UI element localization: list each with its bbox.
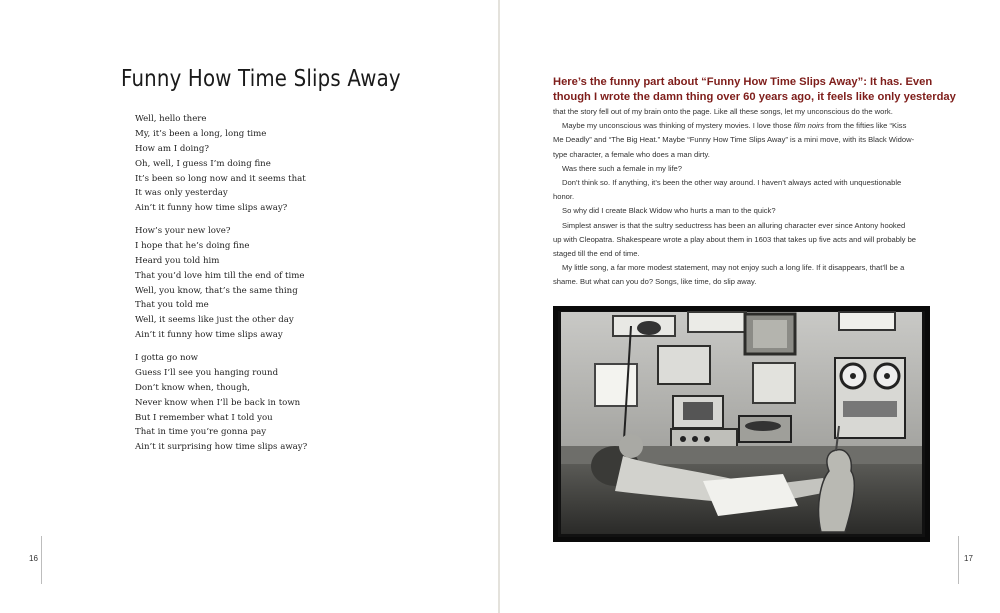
- certificate-frame-icon: [658, 346, 710, 384]
- lyric-line: Well, you know, that’s the same thing: [135, 285, 298, 296]
- lyric-line: Oh, well, I guess I’m doing fine: [135, 158, 271, 169]
- lyric-line: Don’t know when, though,: [135, 382, 250, 393]
- lyric-line: Guess I’ll see you hanging round: [135, 367, 279, 378]
- body-text: from the fifties like “Kiss: [824, 121, 907, 131]
- song-title: Funny How Time Slips Away: [121, 66, 401, 92]
- body-line: Me Deadly” and “The Big Heat.” Maybe “Funny How Time Slips Away” is a mini move, with its Black Widow-: [553, 135, 915, 145]
- body-line: Was there such a female in my life?: [562, 163, 683, 173]
- lyric-line: I gotta go now: [135, 353, 199, 363]
- knob-icon: [692, 436, 698, 442]
- lyric-line: Ain’t it funny how time slips away?: [135, 203, 288, 214]
- lyric-line: Ain’t it surprising how time slips away?: [135, 442, 308, 453]
- lamp-shade-icon: [637, 321, 661, 335]
- knob-icon: [704, 436, 710, 442]
- center-gutter: [498, 0, 500, 613]
- knob-icon: [680, 436, 686, 442]
- body-line: honor.: [553, 192, 575, 202]
- left-margin-line: [41, 536, 42, 584]
- body-italic: film noirs: [793, 121, 825, 131]
- tape-deck-panel-icon: [843, 401, 897, 417]
- reel-hub-icon: [850, 373, 856, 379]
- wall-frame-icon: [595, 364, 637, 406]
- lyric-line: My, it’s been a long, long time: [135, 128, 267, 139]
- lyric-line: I hope that he’s doing fine: [135, 240, 250, 251]
- lyric-line: Well, it seems like just the other day: [135, 315, 294, 326]
- photo-illustration: [553, 306, 930, 542]
- body-line: Don’t think so. If anything, it’s been the other way around. I haven’t always acted with unquestionable: [562, 178, 902, 188]
- record-icon: [745, 421, 781, 431]
- lyric-line: Well, hello there: [135, 114, 207, 124]
- body-line: up with Cleopatra. Shakespeare wrote a play about them in 1603 that takes up five acts and will probably be: [553, 234, 917, 244]
- right-margin-line: [958, 536, 959, 584]
- body-line: So why did I create Black Widow who hurts a man to the quick?: [562, 206, 776, 216]
- wall-frame-icon: [753, 363, 795, 403]
- body-line: type character, a female who does a man dirty.: [553, 149, 710, 159]
- body-line: shame. But what can you do? Songs, like time, do slip away.: [553, 277, 757, 287]
- studio-photo: [553, 306, 930, 542]
- lyric-line: But I remember what I told you: [135, 412, 273, 423]
- body-line: Simplest answer is that the sultry seductress has been an alluring character ever since Antony hooked: [562, 220, 906, 230]
- lyric-line: Heard you told him: [135, 255, 220, 266]
- portrait-icon: [753, 320, 787, 348]
- commentary-body: [553, 105, 941, 290]
- page-number-right: 17: [964, 554, 973, 563]
- page-number-left: 16: [29, 554, 38, 563]
- body-line: [553, 119, 941, 133]
- lyric-line: That you’d love him till the end of time: [135, 270, 305, 281]
- body-line: staged till the end of time.: [553, 249, 640, 259]
- person-head-icon: [619, 434, 643, 458]
- lyric-line: It’s been so long now and it seems that: [135, 173, 306, 184]
- lyric-line: Never know when I’ll be back in town: [135, 397, 301, 408]
- lead-line: though I wrote the damn thing over 60 years ago, it feels like only yesterday: [553, 90, 956, 103]
- commentary-lead: [553, 75, 956, 104]
- stanza-3: [135, 351, 307, 455]
- wall-frame-icon: [688, 312, 746, 332]
- lyric-line: It was only yesterday: [135, 188, 228, 199]
- body-line: My little song, a far more modest statement, may not enjoy such a long life. If it disappears, that’ll be a: [562, 263, 905, 273]
- stanza-1: [135, 112, 306, 216]
- lyric-line: Ain’t it funny how time slips away: [135, 330, 283, 341]
- lyric-line: That you told me: [135, 300, 209, 311]
- turntable-lid-icon: [683, 402, 713, 420]
- lyric-line: How’s your new love?: [135, 226, 231, 236]
- body-text: Maybe my unconscious was thinking of mystery movies. I love those: [562, 121, 794, 131]
- stanza-2: [135, 224, 304, 343]
- wall-frame-icon: [839, 312, 895, 330]
- reel-hub-icon: [884, 373, 890, 379]
- body-line: that the story fell out of my brain onto the page. Like all these songs, let my unconscious do the work.: [553, 107, 893, 116]
- lead-line: Here’s the funny part about “Funny How Time Slips Away”: It has. Even: [553, 76, 933, 88]
- lyric-line: How am I doing?: [135, 143, 209, 154]
- lyric-line: That in time you’re gonna pay: [135, 427, 267, 438]
